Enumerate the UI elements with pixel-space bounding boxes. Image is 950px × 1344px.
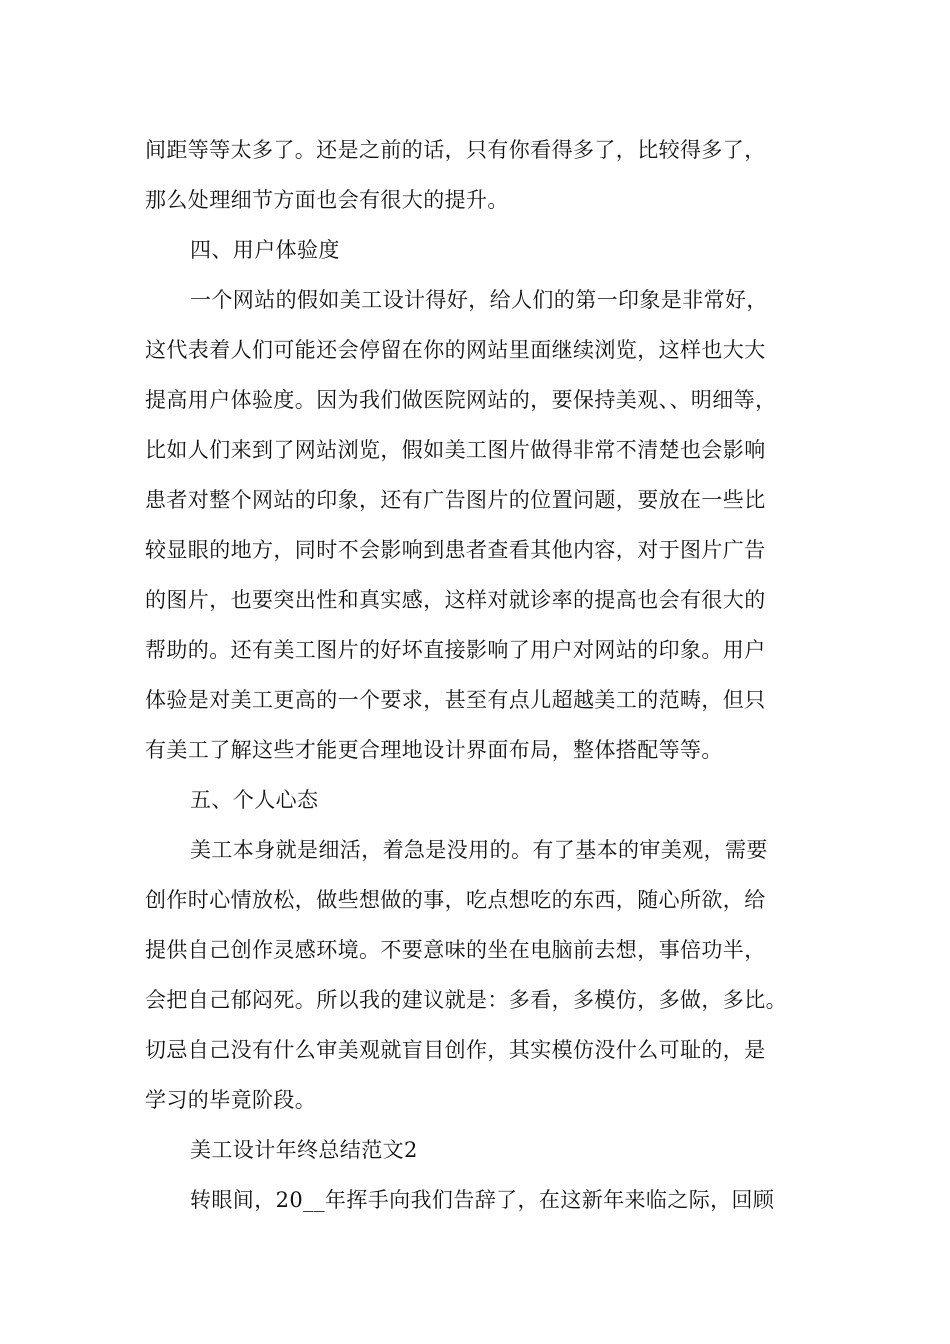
paragraph-line: 切忌自己没有什么审美观就盲目创作，其实模仿没什么可耻的，是 bbox=[145, 1038, 766, 1062]
paragraph-line: 体验是对美工更高的一个要求，甚至有点儿超越美工的范畴，但只 bbox=[145, 688, 766, 712]
paragraph-line: 患者对整个网站的印象，还有广告图片的位置问题，要放在一些比 bbox=[145, 488, 766, 512]
paragraph-line: 学习的毕竟阶段。 bbox=[145, 1088, 317, 1112]
paragraph-line: 这代表着人们可能还会停留在你的网站里面继续浏览，这样也大大 bbox=[145, 338, 766, 362]
paragraph-line: 的图片，也要突出性和真实感，这样对就诊率的提高也会有很大的 bbox=[145, 588, 766, 612]
paragraph-line: 间距等等太多了。还是之前的话，只有你看得多了，比较得多了， bbox=[145, 138, 766, 162]
section-heading-user-experience: 四、用户体验度 bbox=[190, 238, 340, 262]
section-heading-mindset: 五、个人心态 bbox=[190, 788, 319, 812]
paragraph-line: 提供自己创作灵感环境。不要意味的坐在电脑前去想，事倍功半， bbox=[145, 938, 766, 962]
article-title-2: 美工设计年终总结范文2 bbox=[190, 1138, 418, 1162]
paragraph-line: 一个网站的假如美工设计得好，给人们的第一印象是非常好， bbox=[190, 288, 768, 312]
paragraph-line: 会把自己郁闷死。所以我的建议就是：多看，多模仿，多做，多比。 bbox=[145, 988, 787, 1012]
paragraph-line: 较显眼的地方，同时不会影响到患者查看其他内容，对于图片广告 bbox=[145, 538, 766, 562]
paragraph-line: 转眼间，20__年挥手向我们告辞了，在这新年来临之际，回顾 bbox=[190, 1188, 775, 1212]
paragraph-line: 美工本身就是细活，着急是没用的。有了基本的审美观，需要 bbox=[190, 838, 768, 862]
paragraph-line: 帮助的。还有美工图片的好坏直接影响了用户对网站的印象。用户 bbox=[145, 638, 766, 662]
paragraph-line: 创作时心情放松，做些想做的事，吃点想吃的东西，随心所欲，给 bbox=[145, 888, 766, 912]
paragraph-line: 那么处理细节方面也会有很大的提升。 bbox=[145, 188, 509, 212]
paragraph-line: 提高用户体验度。因为我们做医院网站的，要保持美观、、明细等， bbox=[145, 388, 777, 412]
paragraph-line: 比如人们来到了网站浏览，假如美工图片做得非常不清楚也会影响 bbox=[145, 438, 766, 462]
paragraph-line: 有美工了解这些才能更合理地设计界面布局，整体搭配等等。 bbox=[145, 738, 723, 762]
